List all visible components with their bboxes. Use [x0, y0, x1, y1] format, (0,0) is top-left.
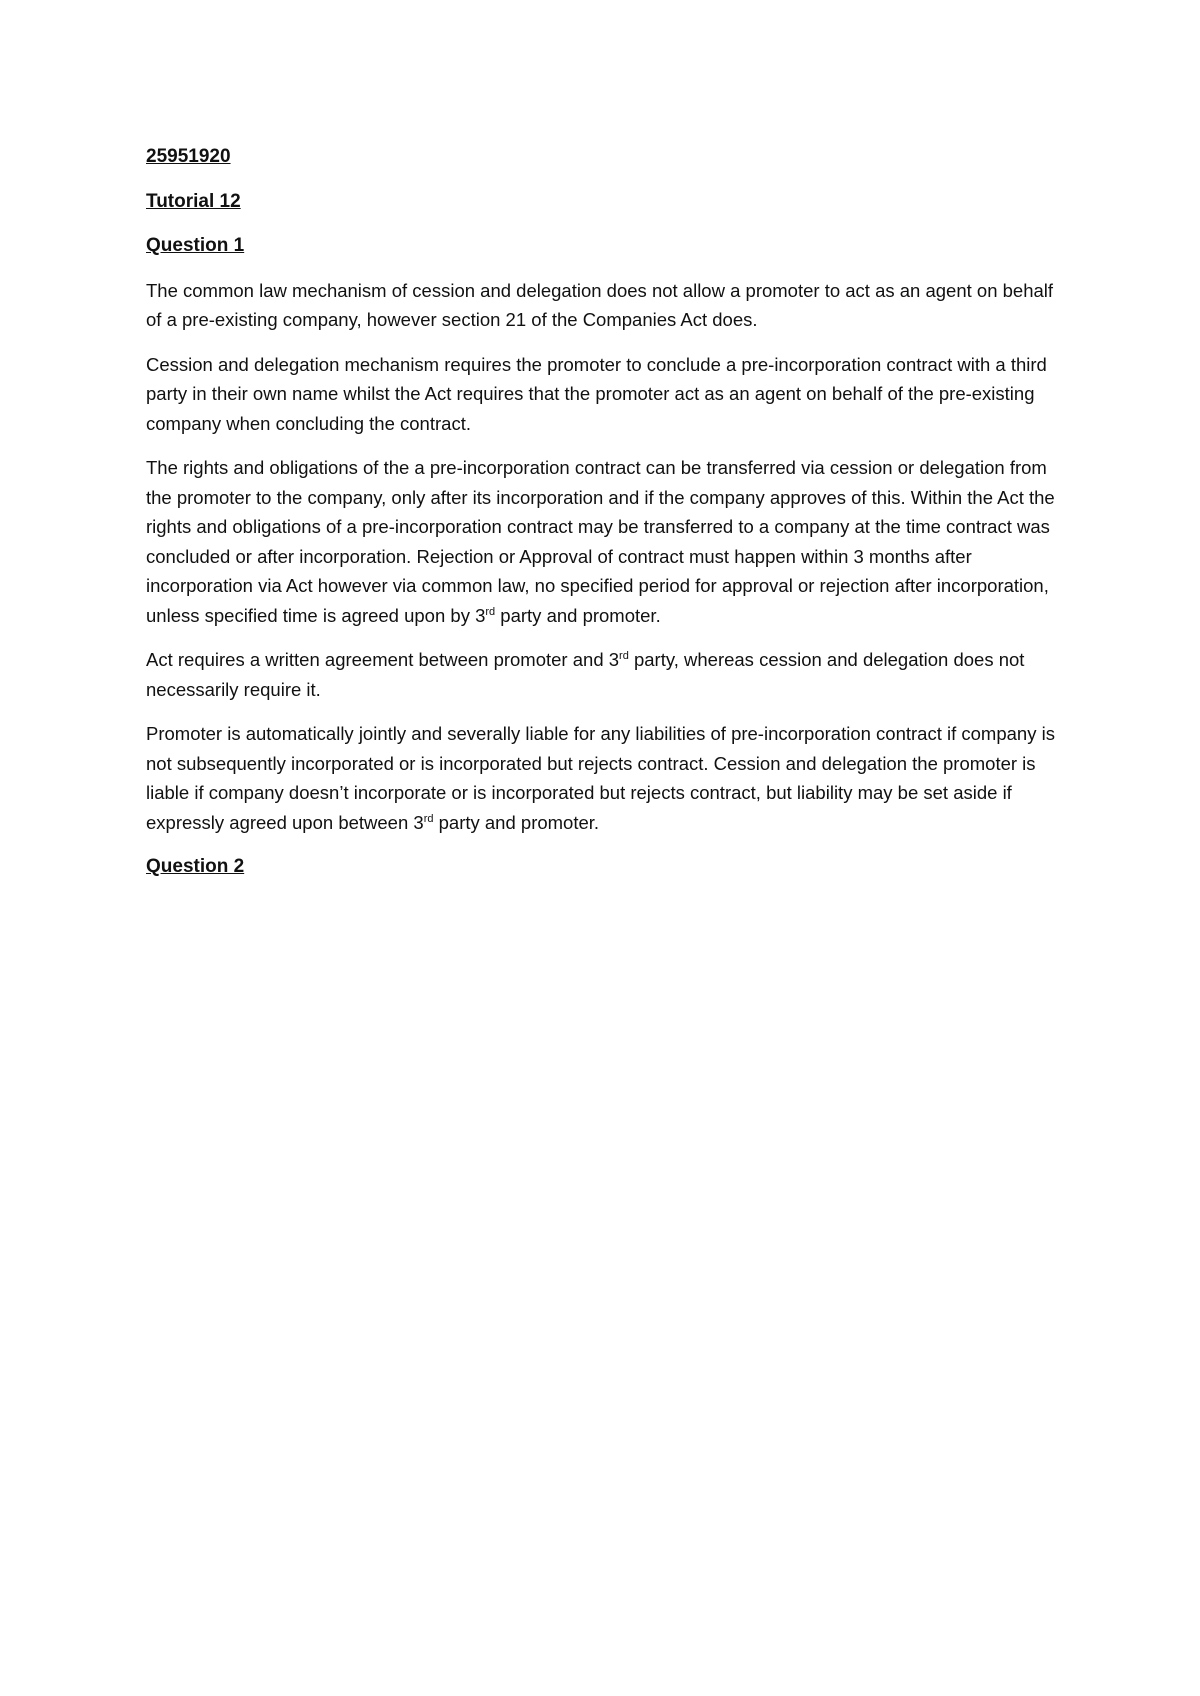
ordinal-suffix: rd — [485, 605, 496, 618]
tutorial-title: Tutorial 12 — [146, 190, 241, 212]
question-1-paragraph-3 — [146, 453, 1066, 630]
paragraph-text: party and promoter. — [495, 604, 661, 626]
question-1-paragraph-2: Cession and delegation mechanism requires the promoter to conclude a pre-incorporation contract with a third party in their own name whilst the Act requires that the promoter act as an agent on behalf of the pre-existing company when concluding the contract. — [146, 353, 1047, 434]
paragraph-text: Promoter is automatically jointly and severally liable for any liabilities of pre-incorporation contract if company is not subsequently incorporated or is incorporated but rejects contract. Cession and delegation the promoter is liable if company doesn’t incorporate or is incorporated but rejects contract, but liability may be set aside if expressly agreed upon between 3 — [146, 723, 1055, 833]
student-number: 25951920 — [146, 146, 231, 167]
document-body — [146, 142, 1066, 897]
question-1-paragraph-5 — [146, 719, 1066, 837]
question-2-heading: Question 2 — [146, 856, 245, 877]
ordinal-suffix: rd — [423, 812, 434, 825]
question-1-paragraph-4 — [146, 645, 1066, 704]
question-1-paragraph-1: The common law mechanism of cession and delegation does not allow a promoter to act as an agent on behalf of a pre-existing company, however section 21 of the Companies Act does. — [146, 279, 1054, 330]
paragraph-text: The rights and obligations of the a pre-incorporation contract can be transferred via cession or delegation from the promoter to the company, only after its incorporation and if the company approves of this. Within the Act the rights and obligations of a pre-incorporation contract may be transferred to a company at the time contract was concluded or after incorporation. Rejection or Approval of contract must happen within 3 months after incorporation via Act however via common law, no specified period for approval or rejection after incorporation, unless specified time is agreed upon by 3 — [146, 457, 1055, 626]
paragraph-text: party and promoter. — [433, 811, 600, 833]
paragraph-text: party, whereas cession and delegation does not necessarily require it. — [146, 649, 1025, 700]
ordinal-suffix: rd — [619, 649, 629, 662]
question-1-heading: Question 1 — [146, 235, 245, 256]
paragraph-text: Act requires a written agreement between promoter and 3 — [146, 649, 620, 670]
